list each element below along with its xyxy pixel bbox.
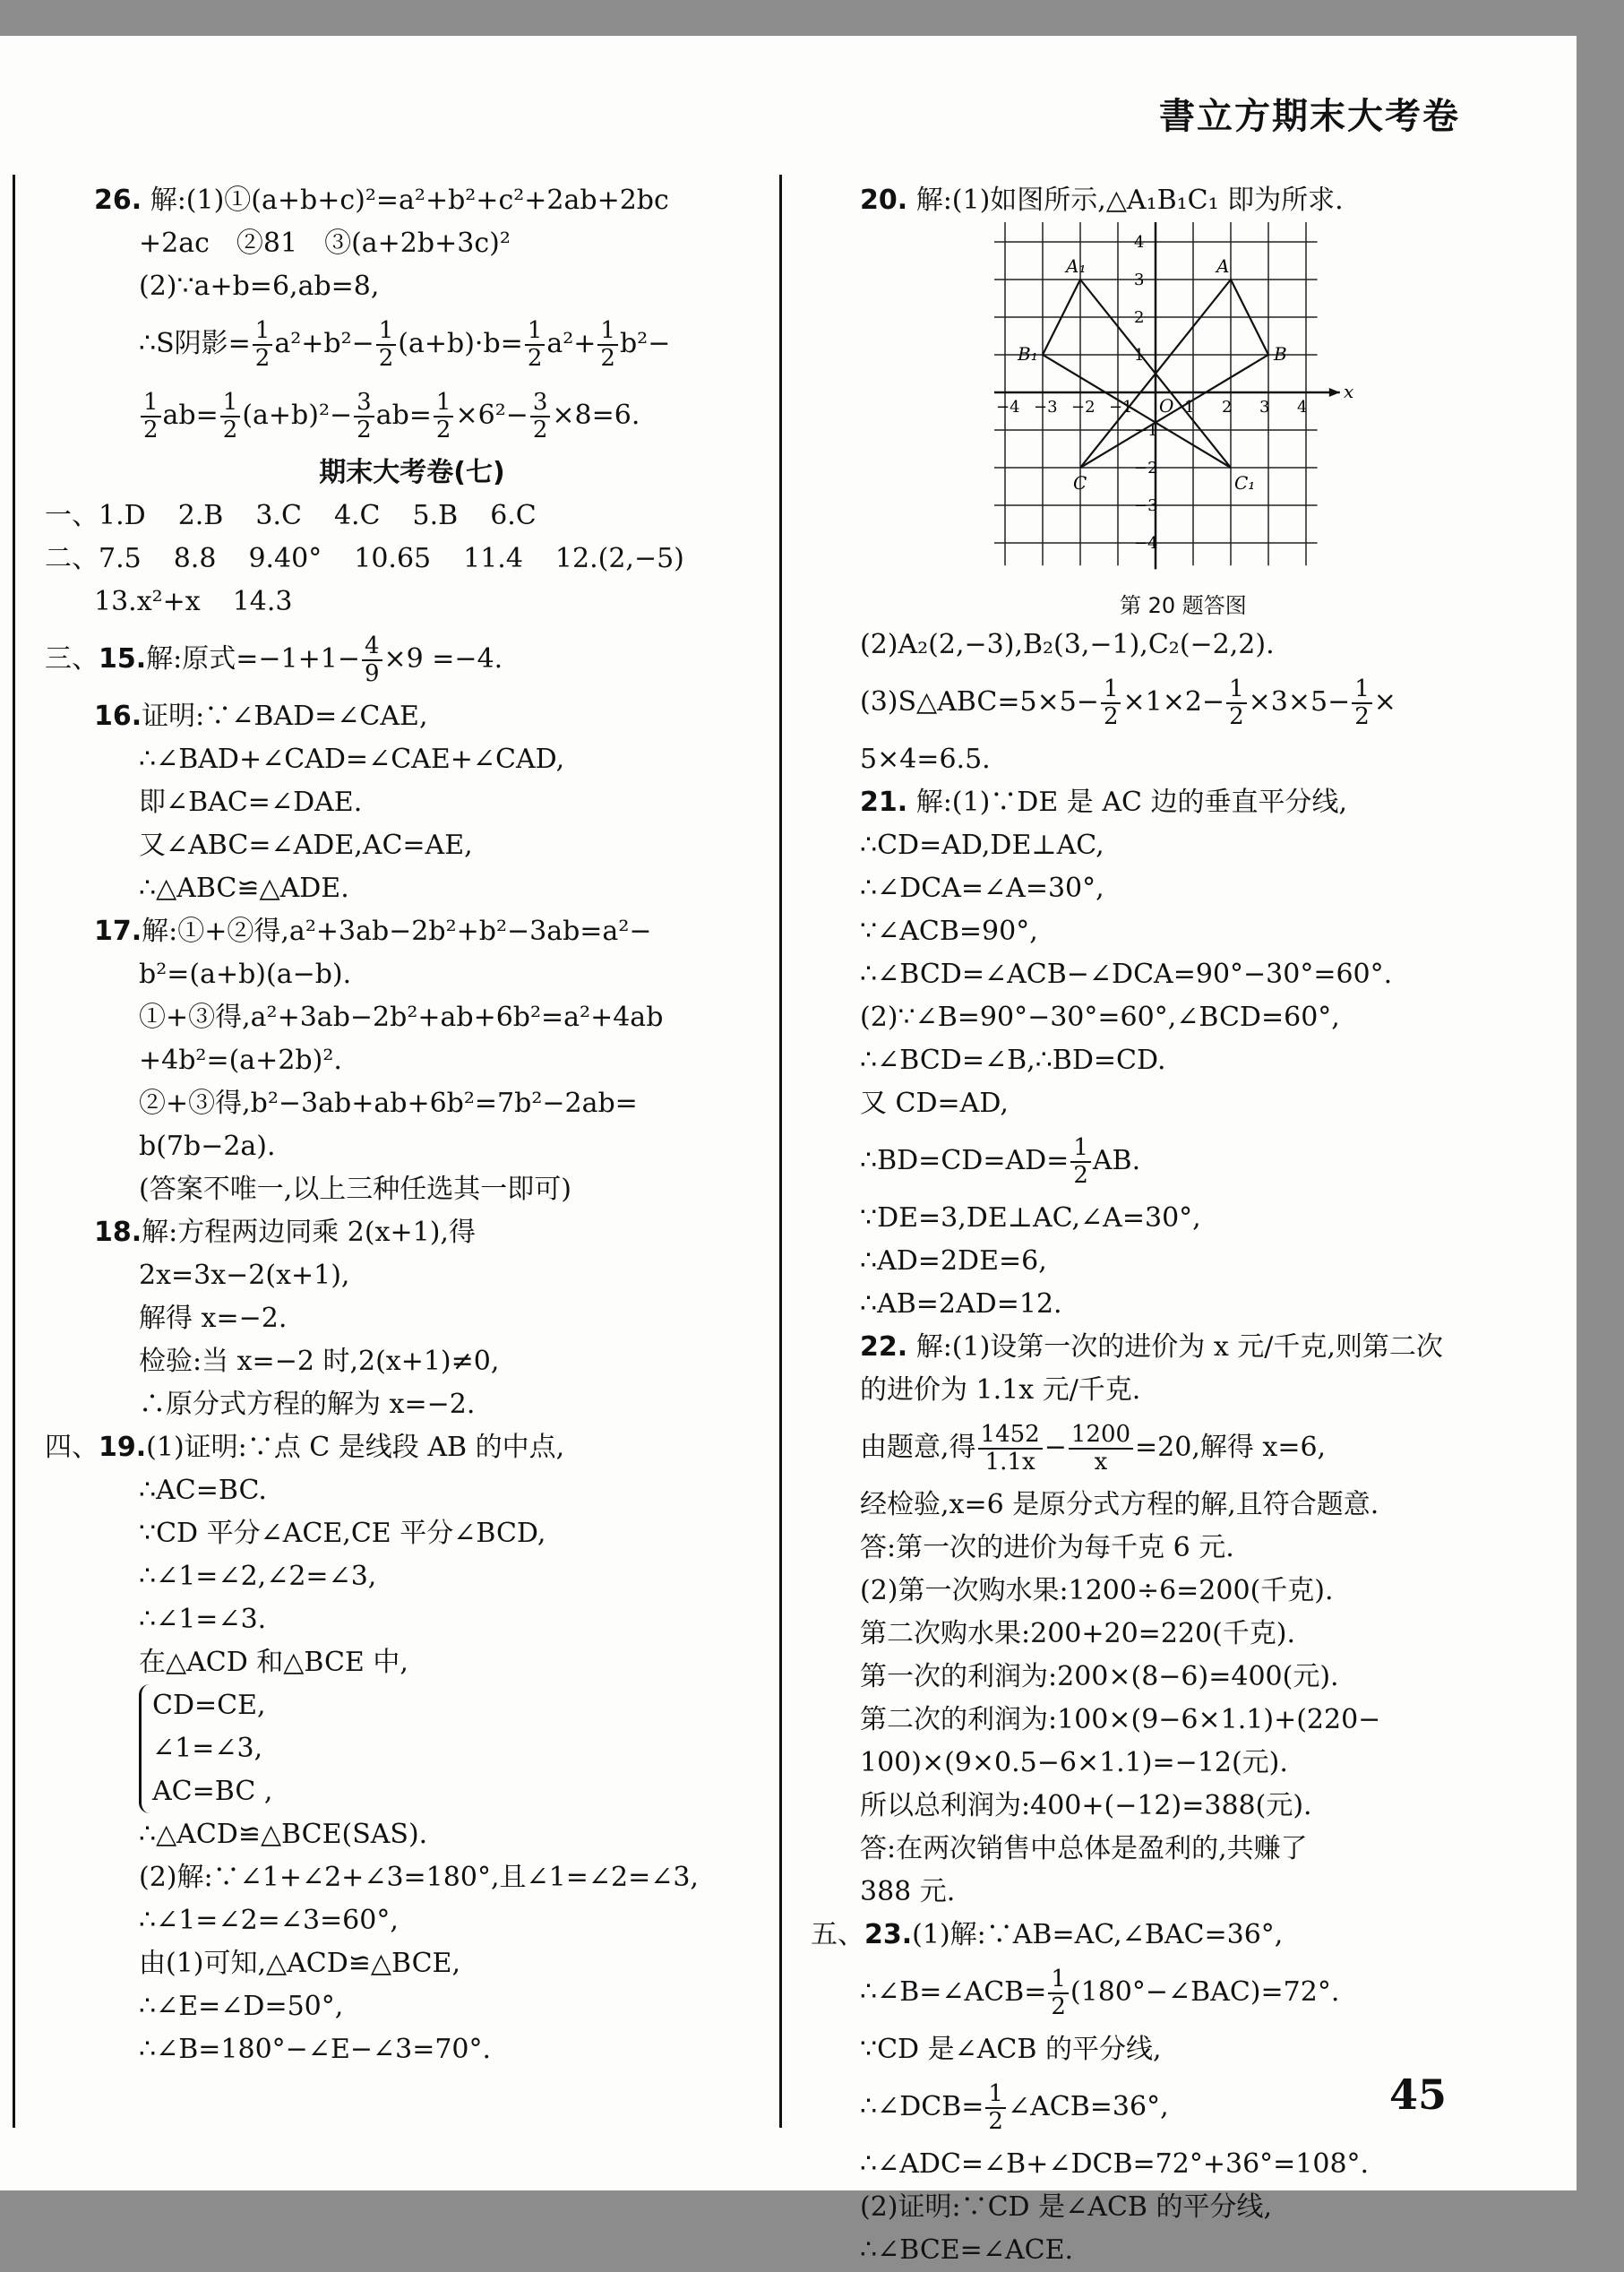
x-tick-label: 3 bbox=[1259, 398, 1270, 417]
q20-coordinate-figure bbox=[994, 222, 1527, 588]
q21-line: ∵∠ACB=90°, bbox=[860, 916, 1038, 947]
header-title: 書立方期末大考卷 bbox=[1159, 96, 1460, 137]
point-label: C₁ bbox=[1234, 472, 1256, 494]
q21-line: ∴∠DCA=∠A=30°, bbox=[860, 873, 1104, 904]
q22-line: 的进价为 1.1x 元/千克. bbox=[860, 1374, 1141, 1406]
q19-line: 在△ACD 和△BCE 中, bbox=[139, 1647, 408, 1678]
q18-line: ∴原分式方程的解为 x=−2. bbox=[139, 1389, 476, 1420]
q17-line: ①+③得,a²+3ab−2b²+ab+6b²=a²+4ab bbox=[139, 1002, 664, 1033]
page-number: 45 bbox=[1388, 2070, 1447, 2119]
x-tick-label: −2 bbox=[1071, 398, 1096, 417]
y-tick-label: 1 bbox=[1134, 346, 1145, 365]
q26-line-4: ∴S阴影= $\frac{1}{2}$ a²+b²− $\frac{1}{2}$ (a+b)·b= $\frac{1}{2}$ a²+ $\frac{1}{2}$ b²− bbox=[139, 317, 671, 372]
q21-line-1: 21. 解:(1)∵DE 是 AC 边的垂直平分线, bbox=[860, 787, 1348, 818]
q18-line: 2x=3x−2(x+1), bbox=[139, 1260, 350, 1291]
q19-line: ∴AC=BC. bbox=[139, 1475, 267, 1506]
origin-label: O bbox=[1159, 395, 1174, 417]
q19-line-1: 四、19.(1)证明:∵点 C 是线段 AB 的中点, bbox=[45, 1432, 565, 1463]
point-label: B bbox=[1274, 343, 1287, 365]
q18-line: 检验:当 x=−2 时,2(x+1)≠0, bbox=[139, 1346, 500, 1377]
q23-line-2: ∴∠B=∠ACB= $\frac{1}{2}$ (180°−∠BAC)=72°. bbox=[860, 1966, 1340, 2020]
q19-line: ∴∠1=∠2,∠2=∠3, bbox=[139, 1561, 377, 1592]
point-label: A₁ bbox=[1066, 255, 1087, 277]
q19-line: ∴∠E=∠D=50°, bbox=[139, 1991, 344, 2022]
q15: 三、15.解:原式=−1+1− $\frac{4}{9}$ ×9 =−4. bbox=[45, 633, 503, 687]
q20-line-4: 5×4=6.5. bbox=[860, 744, 991, 775]
q22-line: 第一次的利润为:200×(8−6)=400(元). bbox=[860, 1661, 1339, 1692]
q19-line: ∴∠1=∠2=∠3=60°, bbox=[139, 1905, 399, 1936]
q20-line-2: (2)A₂(2,−3),B₂(3,−1),C₂(−2,2). bbox=[860, 629, 1275, 660]
y-tick-label: 4 bbox=[1134, 233, 1145, 252]
q17-line: +4b²=(a+2b)². bbox=[139, 1045, 342, 1076]
left-margin-rule bbox=[13, 175, 15, 2128]
q20-line-1: 20. 解:(1)如图所示,△A₁B₁C₁ 即为所求. bbox=[860, 185, 1344, 216]
x-axis-label: x bbox=[1344, 381, 1354, 402]
x-tick-label: 2 bbox=[1222, 398, 1233, 417]
q23-line: ∴∠ADC=∠B+∠DCB=72°+36°=108°. bbox=[860, 2148, 1370, 2180]
q17-line: (答案不唯一,以上三种任选其一即可) bbox=[139, 1174, 571, 1205]
q26-line-1: 26. 解:(1)①(a+b+c)²=a²+b²+c²+2ab+2bc bbox=[94, 185, 669, 216]
point-label: B₁ bbox=[1018, 343, 1038, 365]
q22-line: 答:第一次的进价为每千克 6 元. bbox=[860, 1532, 1234, 1563]
x-tick-label: 4 bbox=[1297, 398, 1308, 417]
q18-line-1: 18.解:方程两边同乘 2(x+1),得 bbox=[94, 1217, 476, 1248]
q18-line: 解得 x=−2. bbox=[139, 1303, 288, 1334]
q22-line: 388 元. bbox=[860, 1876, 956, 1907]
figure-caption: 第 20 题答图 bbox=[1120, 593, 1247, 618]
q23-line: (2)证明:∵CD 是∠ACB 的平分线, bbox=[860, 2191, 1273, 2223]
y-tick-label: −2 bbox=[1134, 459, 1158, 478]
q21-fraction-line: ∴BD=CD=AD= $\frac{1}{2}$ AB. bbox=[860, 1134, 1141, 1189]
y-tick-label: −1 bbox=[1134, 421, 1158, 440]
x-tick-label: −4 bbox=[996, 398, 1020, 417]
q21-line: ∴AB=2AD=12. bbox=[860, 1288, 1062, 1320]
coordinate-grid bbox=[994, 222, 1379, 581]
q21-line: ∴AD=2DE=6, bbox=[860, 1245, 1047, 1277]
q22-line: 100)×(9×0.5−6×1.1)=−12(元). bbox=[860, 1747, 1288, 1778]
y-tick-label: −4 bbox=[1134, 534, 1158, 553]
system-row: AC=BC , bbox=[152, 1776, 273, 1807]
q17-line: b²=(a+b)(a−b). bbox=[139, 959, 352, 990]
q16-line: ∴△ABC≌△ADE. bbox=[139, 873, 349, 904]
fill-blank-answers-row-2: 13.x²+x 14.3 bbox=[94, 586, 293, 617]
point-label: C bbox=[1073, 472, 1087, 494]
x-tick-label: −1 bbox=[1109, 398, 1133, 417]
q21-line: (2)∵∠B=90°−30°=60°,∠BCD=60°, bbox=[860, 1002, 1340, 1033]
q19-equation-system bbox=[139, 1684, 779, 1813]
q17-line: ②+③得,b²−3ab+ab+6b²=7b²−2ab= bbox=[139, 1088, 638, 1119]
x-axis-arrow bbox=[1329, 388, 1340, 397]
q20-line-3: (3)S△ABC=5×5− $\frac{1}{2}$ ×1×2− $\frac{1}{2}$ ×3×5− $\frac{1}{2}$ × bbox=[860, 676, 1396, 730]
column-divider bbox=[779, 175, 782, 2128]
q22-line: 第二次购水果:200+20=220(千克). bbox=[860, 1618, 1296, 1649]
y-tick-label: 3 bbox=[1134, 271, 1145, 289]
q19-line: (2)解:∵∠1+∠2+∠3=180°,且∠1=∠2=∠3, bbox=[139, 1862, 699, 1893]
q22-line: 所以总利润为:400+(−12)=388(元). bbox=[860, 1790, 1312, 1821]
triangle-abc bbox=[1080, 280, 1268, 468]
q19-line: ∴∠B=180°−∠E−∠3=70°. bbox=[139, 2034, 492, 2065]
q21-line: ∴CD=AD,DE⊥AC, bbox=[860, 830, 1104, 861]
q17-line-1: 17.解:①+②得,a²+3ab−2b²+b²−3ab=a²− bbox=[94, 916, 652, 947]
q16-line: 即∠BAC=∠DAE. bbox=[139, 787, 363, 818]
q26-line-2: +2ac ②81 ③(a+2b+3c)² bbox=[139, 228, 511, 259]
q21-line: 又 CD=AD, bbox=[860, 1088, 1009, 1119]
system-row: CD=CE, bbox=[152, 1690, 266, 1721]
q26-line-5: $\frac{1}{2}$ ab= $\frac{1}{2}$ (a+b)²− $\frac{3}{2}$ ab= $\frac{1}{2}$ ×6²− $\frac{3}{2}$ ×8=6. bbox=[45, 380, 779, 452]
x-tick-label: 1 bbox=[1184, 398, 1195, 417]
q21-line: ∵DE=3,DE⊥AC,∠A=30°, bbox=[860, 1202, 1201, 1234]
fill-blank-answers-row-1: 二、7.5 8.8 9.40° 10.65 11.4 12.(2,−5) bbox=[45, 543, 684, 574]
answer-page bbox=[0, 36, 1577, 2266]
q19-line: ∴∠1=∠3. bbox=[139, 1604, 267, 1635]
q17-line: b(7b−2a). bbox=[139, 1131, 276, 1162]
q26-line-3: (2)∵a+b=6,ab=8, bbox=[139, 271, 380, 302]
left-column bbox=[45, 179, 779, 2071]
q19-line: ∴△ACD≌△BCE(SAS). bbox=[139, 1819, 428, 1850]
q22-line: 答:在两次销售中总体是盈利的,共赚了 bbox=[860, 1833, 1308, 1864]
multiple-choice-answers: 一、1.D 2.B 3.C 4.C 5.B 6.C bbox=[45, 500, 537, 531]
q21-line: ∴∠BCD=∠B,∴BD=CD. bbox=[860, 1045, 1166, 1076]
x-tick-label: −3 bbox=[1034, 398, 1058, 417]
section-title: 期末大考卷(七) bbox=[319, 457, 505, 488]
q23-line-1: 五、23.(1)解:∵AB=AC,∠BAC=36°, bbox=[811, 1919, 1284, 1950]
q23-line-3: ∵CD 是∠ACB 的平分线, bbox=[860, 2034, 1162, 2065]
q22-line: 第二次的利润为:100×(9−6×1.1)+(220− bbox=[860, 1704, 1381, 1735]
q22-line-1: 22. 解:(1)设第一次的进价为 x 元/千克,则第二次 bbox=[860, 1331, 1443, 1363]
q16-line-1: 16.证明:∵∠BAD=∠CAE, bbox=[94, 701, 428, 732]
q19-line: ∵CD 平分∠ACE,CE 平分∠BCD, bbox=[139, 1518, 546, 1549]
q16-line: 又∠ABC=∠ADE,AC=AE, bbox=[139, 830, 473, 861]
q23-line-4: ∴∠DCB= $\frac{1}{2}$ ∠ACB=36°, bbox=[860, 2080, 1169, 2135]
right-column bbox=[811, 179, 1527, 2272]
point-label: A bbox=[1216, 255, 1230, 277]
q19-line: 由(1)可知,△ACD≌△BCE, bbox=[139, 1948, 460, 1979]
y-tick-label: 2 bbox=[1134, 308, 1145, 327]
q22-equation: 由题意,得 $\frac{1452}{1.1x}$ − $\frac{1200}{x}$ =20,解得 x=6, bbox=[860, 1421, 1327, 1476]
q21-line: ∴∠BCD=∠ACB−∠DCA=90°−30°=60°. bbox=[860, 959, 1393, 990]
y-tick-label: −3 bbox=[1134, 496, 1158, 515]
q23-line: ∴∠BCE=∠ACE. bbox=[860, 2234, 1074, 2266]
q16-line: ∴∠BAD+∠CAD=∠CAE+∠CAD, bbox=[139, 744, 565, 775]
q22-line: 经检验,x=6 是原分式方程的解,且符合题意. bbox=[860, 1489, 1379, 1520]
system-row: ∠1=∠3, bbox=[152, 1733, 263, 1764]
q22-line: (2)第一次购水果:1200÷6=200(千克). bbox=[860, 1575, 1334, 1606]
